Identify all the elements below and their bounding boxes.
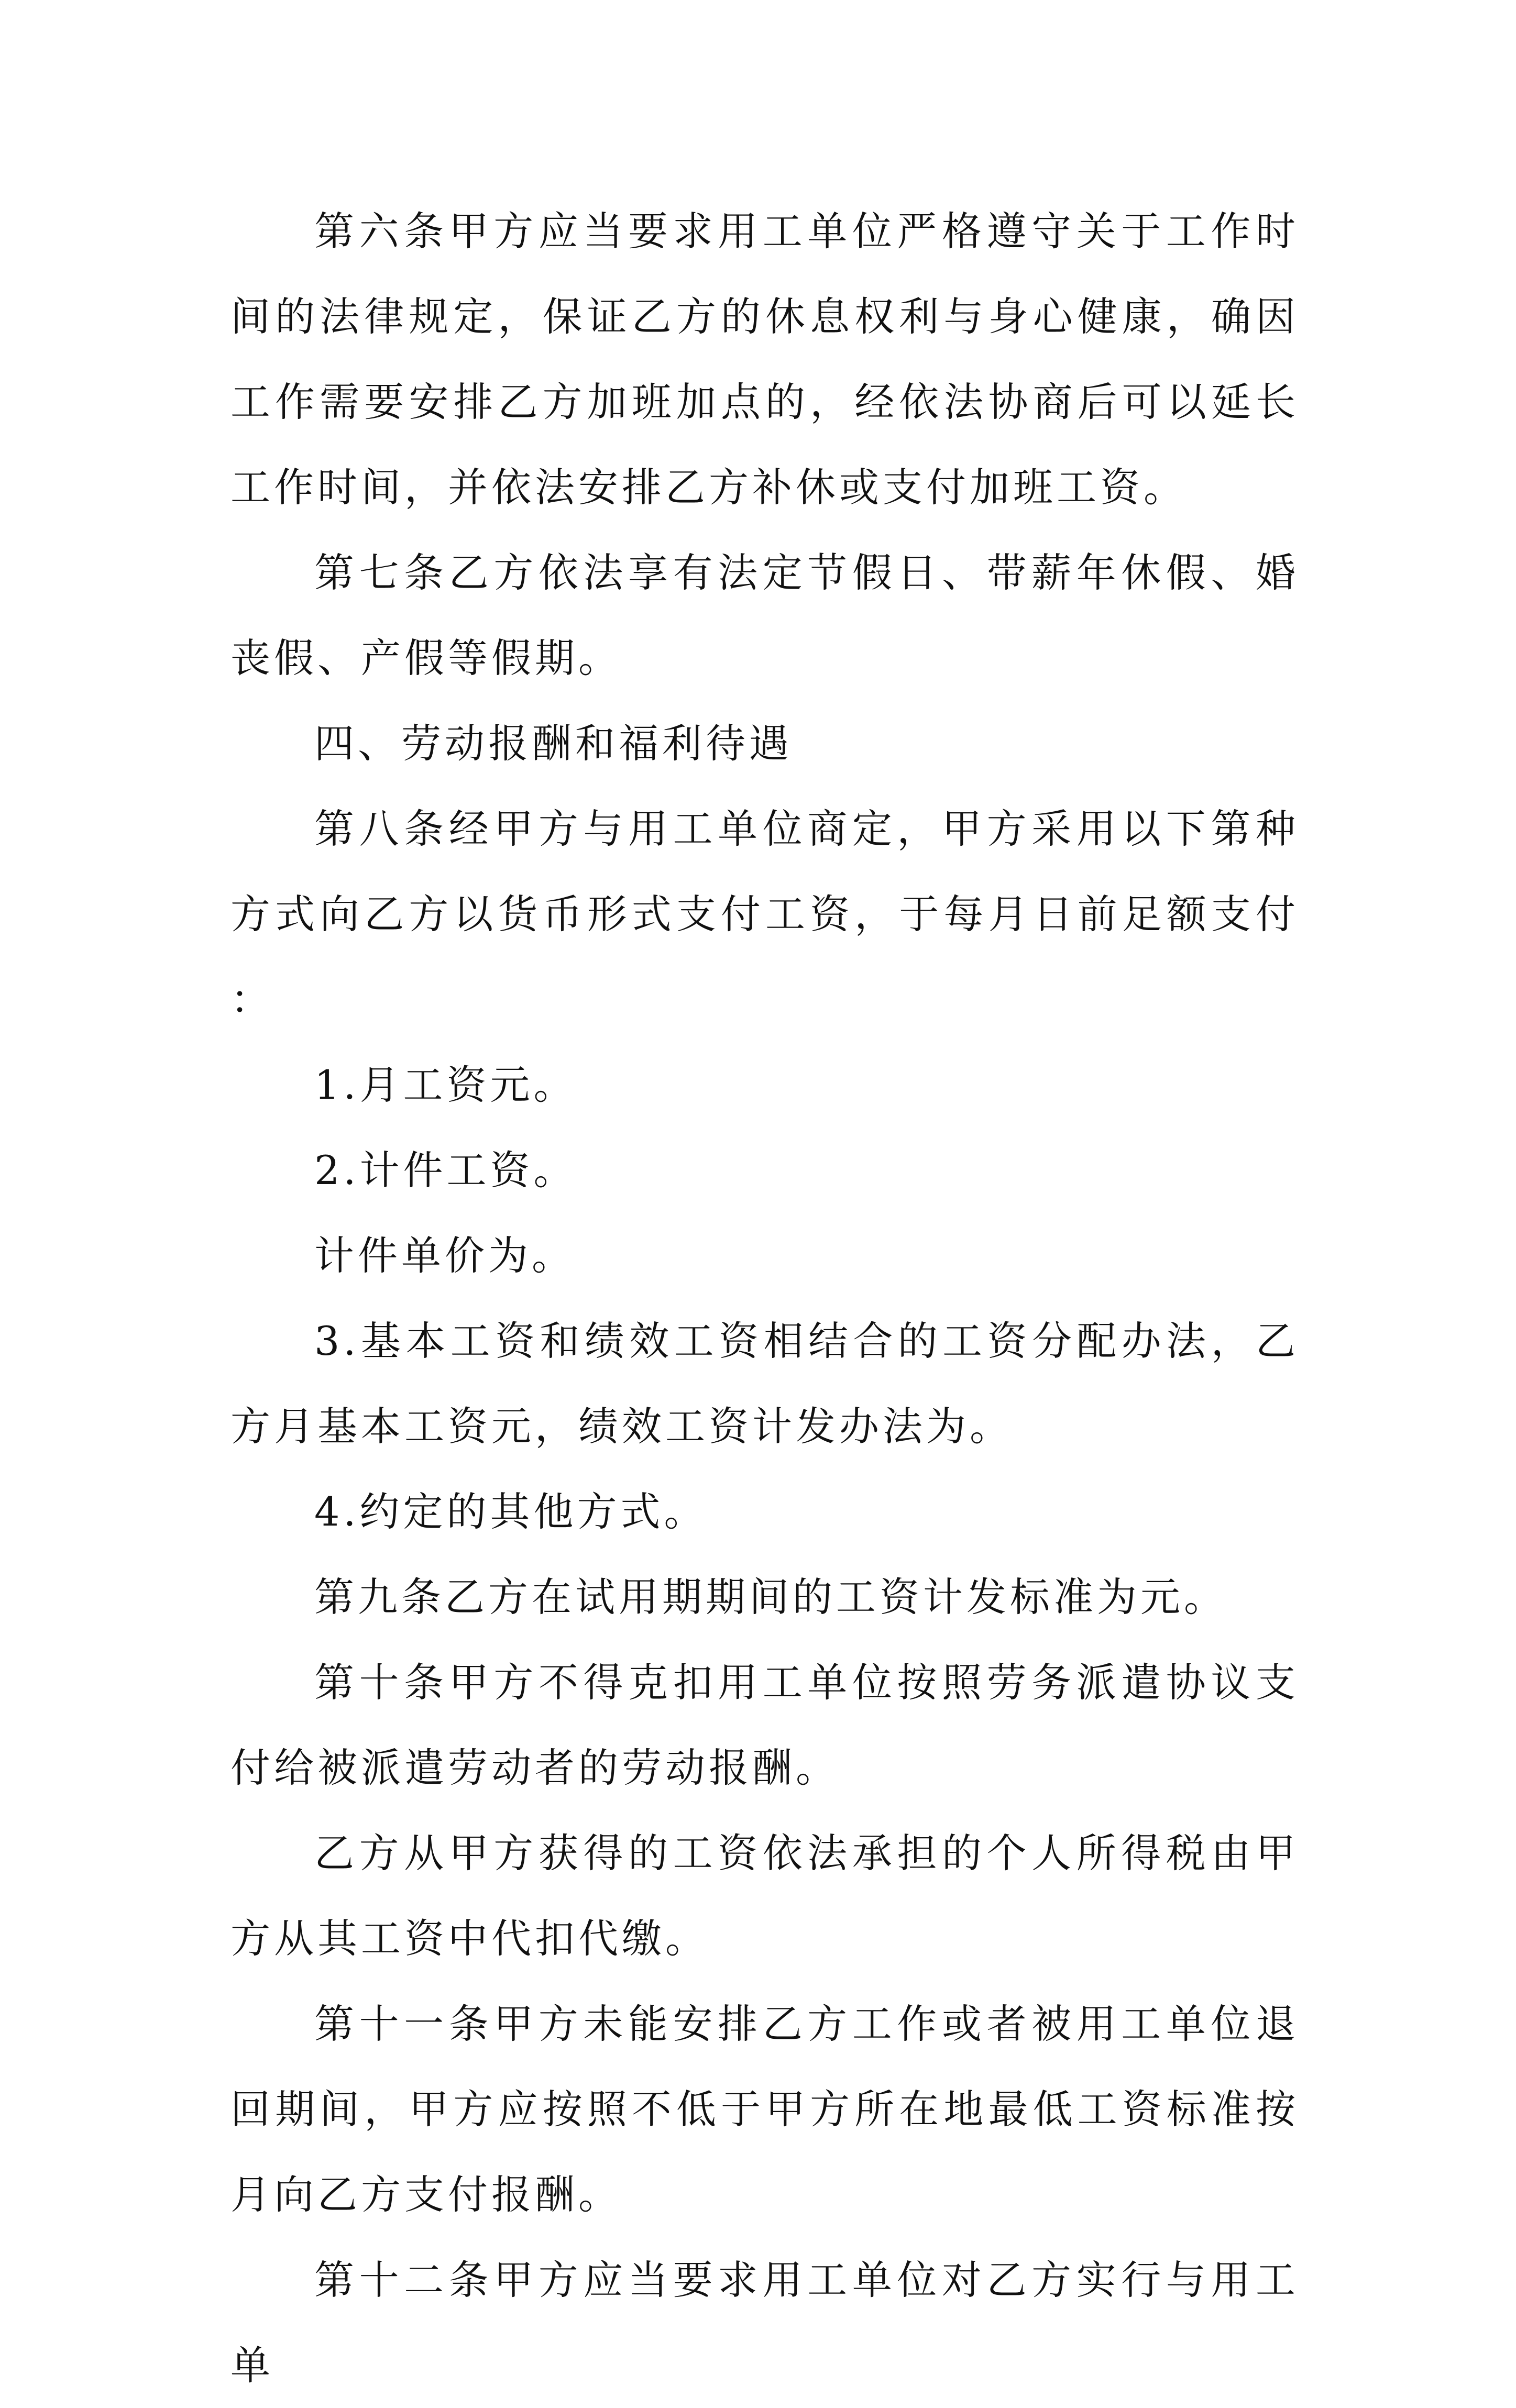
section-heading-4: 四、劳动报酬和福利待遇: [314, 720, 793, 767]
list-item-2: 2.计件工资。: [314, 1147, 577, 1194]
document-body: [230, 189, 1299, 2408]
paragraph-article-6: 第六条甲方应当要求用工单位严格遵守关于工作时间的法律规定，保证乙方的休息权利与身心健康，确因工作需要安排乙方加班加点的，经依法协商后可以延长工作时间，并依法安排乙方补休或支付加班工资。: [230, 208, 1299, 511]
paragraph-article-7: 第七条乙方依法享有法定节假日、带薪年休假、婚丧假、产假等假期。: [230, 549, 1299, 681]
list-item-2-detail: 计件单价为。: [314, 1232, 575, 1279]
paragraph-article-9: 第九条乙方在试用期期间的工资计发标准为元。: [314, 1574, 1227, 1620]
list-item-3: 3.基本工资和绩效工资相结合的工资分配办法，乙方月基本工资元，绩效工资计发办法为。: [230, 1318, 1299, 1450]
paragraph-article-8: 第八条经甲方与用工单位商定，甲方采用以下第种方式向乙方以货币形式支付工资，于每月日前足额支付：: [230, 805, 1299, 1023]
paragraph-article-11: 第十一条甲方未能安排乙方工作或者被用工单位退回期间，甲方应按照不低于甲方所在地最低工资标准按月向乙方支付报酬。: [230, 2001, 1299, 2218]
list-item-1: 1.月工资元。: [314, 1062, 577, 1108]
paragraph-income-tax: 乙方从甲方获得的工资依法承担的个人所得税由甲方从其工资中代扣代缴。: [230, 1830, 1299, 1962]
paragraph-article-12: 第十二条甲方应当要求用工单位对乙方实行与用工单: [230, 2257, 1299, 2389]
paragraph-article-10: 第十条甲方不得克扣用工单位按照劳务派遣协议支付给被派遣劳动者的劳动报酬。: [230, 1659, 1299, 1791]
list-item-4: 4.约定的其他方式。: [314, 1488, 708, 1535]
